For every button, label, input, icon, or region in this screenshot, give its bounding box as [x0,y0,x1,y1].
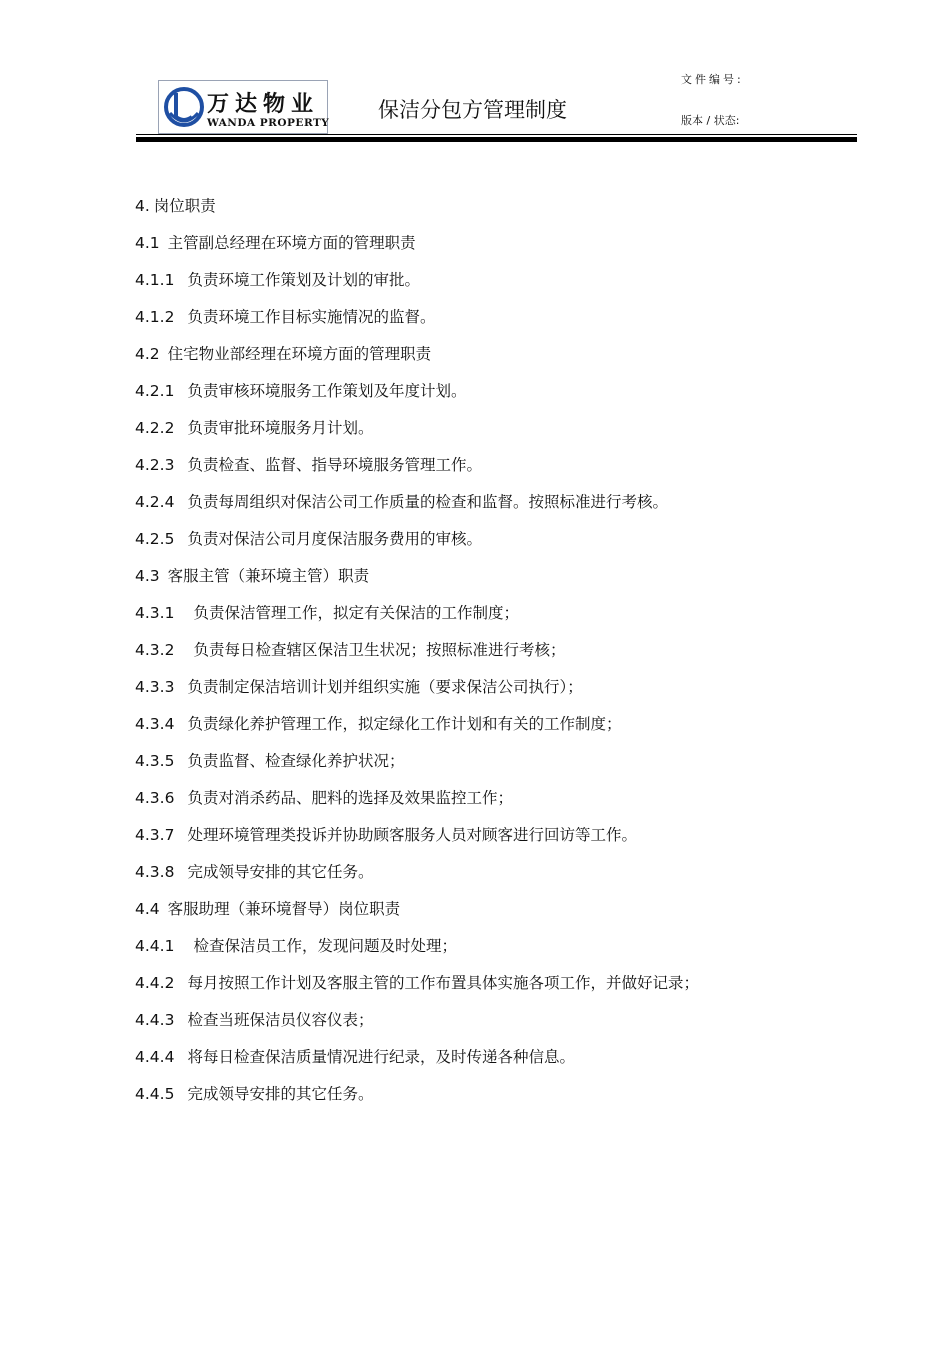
clause-text: 负责环境工作策划及计划的审批。 [187,271,420,289]
document-title: 保洁分包方管理制度 [378,98,567,122]
clause-line [135,453,835,490]
clause-number: 4.1.1 [135,271,175,289]
clause-number: 4.3.3 [135,678,175,696]
clause-text: 负责每周组织对保洁公司工作质量的检查和监督。按照标准进行考核。 [187,493,668,511]
clause-text: 完成领导安排的其它任务。 [187,863,374,881]
wanda-logo [158,80,328,134]
clause-number: 4.3.7 [135,826,175,844]
clause-number: 4.2.3 [135,456,175,474]
clause-number: 4.3.2 [135,641,175,659]
clause-text: 负责制定保洁培训计划并组织实施（要求保洁公司执行）； [187,678,583,696]
clause-number: 4.3.5 [135,752,175,770]
clause-number: 4.3.8 [135,863,175,881]
clause-line [135,712,835,749]
clause-line [135,268,835,305]
clause-line [135,1045,835,1082]
section-heading [135,194,835,231]
clause-text: 完成领导安排的其它任务。 [187,1085,374,1103]
clause-text: 负责对消杀药品、肥料的选择及效果监控工作； [187,789,513,807]
wanda-logo-icon [162,83,206,131]
clause-text: 负责监督、检查绿化养护状况； [187,752,405,770]
clause-line [135,823,835,860]
clause-number: 4.3.4 [135,715,175,733]
subsection-heading [135,342,835,379]
clause-text: 检查保洁员工作，发现问题及时处理； [193,937,457,955]
page-header [0,0,950,150]
clause-text: 负责检查、监督、指导环境服务管理工作。 [187,456,482,474]
clause-number: 4.2 [135,345,160,363]
clause-text: 检查当班保洁员仪容仪表； [187,1011,374,1029]
header-divider-thin [136,134,857,135]
clause-number: 4.3.1 [135,604,175,622]
header-divider [136,137,857,142]
version-status-label: 版本 / 状态: [681,114,740,127]
logo-english-name: WANDA PROPERTY [207,117,330,129]
clause-line [135,305,835,342]
clause-text: 客服主管（兼环境主管）职责 [167,567,370,585]
clause-text: 主管副总经理在环境方面的管理职责 [167,234,416,252]
clause-number: 4.4.1 [135,937,175,955]
clause-number: 4.2.5 [135,530,175,548]
clause-number: 4.2.2 [135,419,175,437]
logo-chinese-name: 万达物业 [207,91,320,117]
clause-line [135,416,835,453]
clause-line [135,971,835,1008]
clause-line [135,934,835,971]
clause-text: 负责审批环境服务月计划。 [187,419,374,437]
subsection-heading [135,231,835,268]
clause-number: 4.1.2 [135,308,175,326]
clause-number: 4.3.6 [135,789,175,807]
clause-number: 4.2.1 [135,382,175,400]
subsection-heading [135,897,835,934]
clause-number: 4.4.3 [135,1011,175,1029]
clause-number: 4.4.2 [135,974,175,992]
clause-line [135,1082,835,1119]
clause-number: 4.4 [135,900,160,918]
clause-text: 每月按照工作计划及客服主管的工作布置具体实施各项工作，并做好记录； [187,974,699,992]
clause-line [135,527,835,564]
clause-number: 4.3 [135,567,160,585]
clause-number: 4.1 [135,234,160,252]
subsection-heading [135,564,835,601]
clause-line [135,601,835,638]
clause-text: 负责保洁管理工作，拟定有关保洁的工作制度； [193,604,519,622]
clause-line [135,860,835,897]
clause-text: 将每日检查保洁质量情况进行纪录，及时传递各种信息。 [187,1048,575,1066]
clause-text: 负责绿化养护管理工作，拟定绿化工作计划和有关的工作制度； [187,715,622,733]
clause-text: 住宅物业部经理在环境方面的管理职责 [167,345,432,363]
clause-text: 客服助理（兼环境督导）岗位职责 [167,900,401,918]
clause-text: 负责对保洁公司月度保洁服务费用的审核。 [187,530,482,548]
clause-line [135,638,835,675]
document-body [135,194,835,1119]
clause-text: 岗位职责 [153,197,216,215]
clause-line [135,786,835,823]
clause-text: 负责环境工作目标实施情况的监督。 [187,308,436,326]
clause-line [135,490,835,527]
clause-text: 处理环境管理类投诉并协助顾客服务人员对顾客进行回访等工作。 [187,826,637,844]
clause-number: 4.2.4 [135,493,175,511]
clause-line [135,379,835,416]
clause-number: 4. [135,197,150,215]
clause-line [135,1008,835,1045]
clause-text: 负责每日检查辖区保洁卫生状况；按照标准进行考核； [193,641,566,659]
clause-text: 负责审核环境服务工作策划及年度计划。 [187,382,467,400]
clause-line [135,749,835,786]
clause-number: 4.4.4 [135,1048,175,1066]
clause-number: 4.4.5 [135,1085,175,1103]
doc-number-label: 文件编号: [681,73,744,86]
clause-line [135,675,835,712]
